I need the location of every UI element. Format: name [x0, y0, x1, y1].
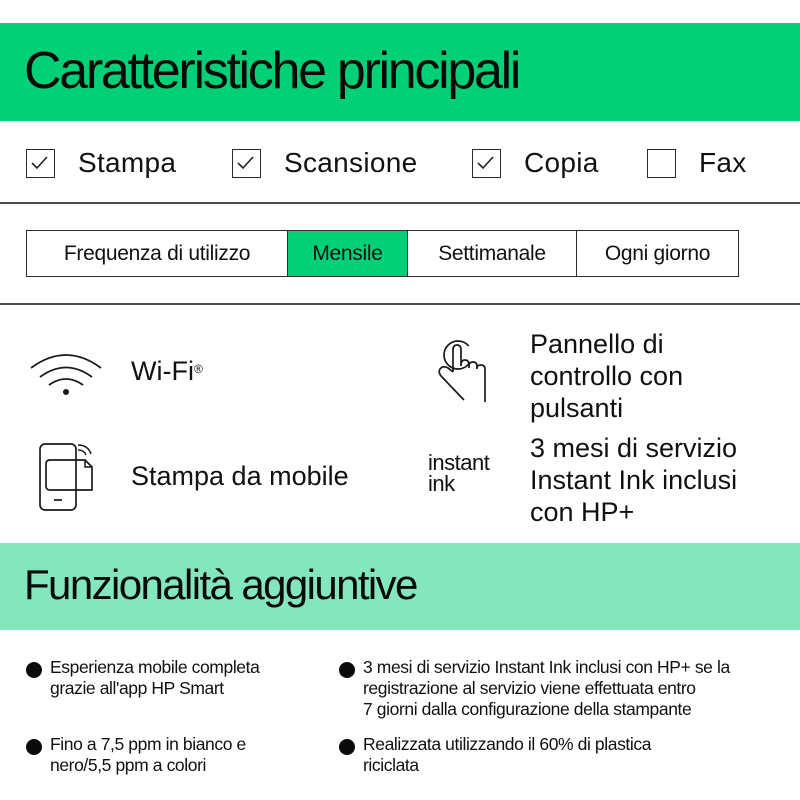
feature-control-panel-text [530, 328, 683, 424]
frequency-option-weekly: Settimanale [408, 231, 577, 276]
function-copy [472, 147, 599, 179]
bullet-line: 3 mesi di servizio Instant Ink inclusi con HP+ se la [363, 657, 730, 677]
frequency-option-monthly: Mensile [288, 231, 408, 276]
section-divider [0, 303, 800, 305]
instant-ink-logo-line: ink [428, 471, 455, 496]
bullet-icon [339, 662, 355, 678]
feature-text-line: Pannello di [530, 329, 664, 359]
bullet-item [339, 734, 789, 776]
function-label: Scansione [284, 147, 418, 178]
checkbox-checked-icon [26, 149, 55, 178]
main-features-header [0, 23, 800, 121]
bullet-line: registrazione al servizio viene effettuata entro [363, 678, 696, 698]
function-label: Copia [524, 147, 599, 178]
bullet-icon [26, 662, 42, 678]
feature-text-line: Instant Ink inclusi [530, 465, 738, 495]
bullet-item [339, 657, 789, 720]
feature-wifi-text [131, 355, 203, 387]
bullet-text [50, 734, 246, 776]
feature-wifi-label: Wi-Fi [131, 356, 194, 386]
bullet-icon [26, 739, 42, 755]
function-label: Stampa [78, 147, 177, 178]
mobile-print-icon [38, 442, 96, 519]
feature-instant-ink-text [530, 432, 737, 528]
function-label: Fax [699, 147, 747, 178]
bullet-text [50, 657, 259, 699]
functions-row [0, 121, 800, 203]
touch-button-icon [436, 338, 496, 413]
additional-features-header [0, 543, 800, 630]
bullet-item [26, 734, 316, 776]
usage-frequency-table [26, 230, 739, 277]
bullet-icon [339, 739, 355, 755]
checkbox-checked-icon [472, 149, 501, 178]
instant-ink-logo [428, 452, 489, 494]
bullet-line: 7 giorni dalla configurazione della stampante [363, 699, 692, 719]
feature-text-line: pulsanti [530, 393, 624, 423]
usage-frequency-label: Frequenza di utilizzo [27, 231, 288, 276]
checkbox-unchecked-icon [647, 149, 676, 178]
bullet-line: Esperienza mobile completa [50, 657, 260, 677]
feature-text-line: controllo con [530, 361, 684, 391]
bullet-line: Realizzata utilizzando il 60% di plastica [363, 734, 652, 754]
feature-text-line: Stampa da mobile [131, 461, 349, 491]
bullet-line: riciclata [363, 755, 419, 775]
feature-text-line: con HP+ [530, 497, 635, 527]
additional-features-title: Funzionalità aggiuntive [24, 561, 417, 608]
bullet-line: Fino a 7,5 ppm in bianco e [50, 734, 246, 754]
feature-mobile-print-text [131, 460, 349, 492]
frequency-option-daily: Ogni giorno [604, 241, 711, 265]
wifi-icon [28, 350, 104, 401]
function-scan [232, 147, 417, 179]
bullet-line: nero/5,5 ppm a colori [50, 755, 206, 775]
section-divider [0, 202, 800, 204]
bullet-item [26, 657, 316, 699]
instant-ink-logo-line: instant [428, 450, 490, 475]
trademark-symbol: ® [193, 362, 203, 376]
function-fax [647, 147, 747, 179]
bullet-text [363, 734, 651, 776]
bullet-text [363, 657, 730, 720]
function-print [26, 147, 176, 179]
bullet-line: grazie all'app HP Smart [50, 678, 224, 698]
main-features-title: Caratteristiche principali [24, 42, 520, 100]
feature-text-line: 3 mesi di servizio [530, 433, 738, 463]
checkbox-checked-icon [232, 149, 261, 178]
